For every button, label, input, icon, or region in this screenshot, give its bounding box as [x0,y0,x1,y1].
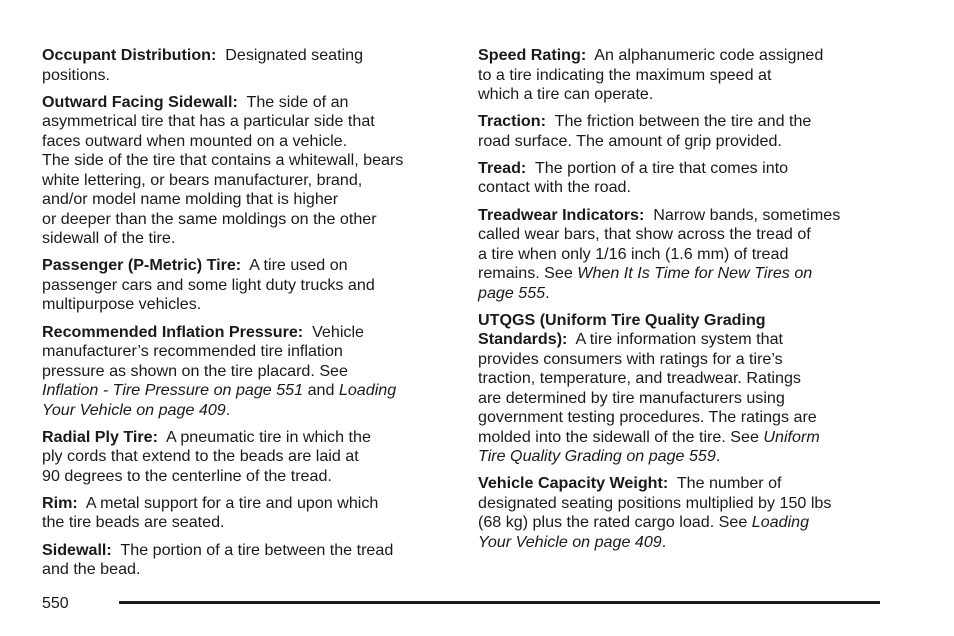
definition-text: provides consumers with ratings for a tire’s [478,349,783,368]
definition-text: designated seating positions multiplied by 150 lbs [478,493,832,512]
glossary-entry [42,93,450,249]
text-line [478,494,888,514]
definition-text: . [715,447,721,466]
definition-text: molded into the sidewall of the tire. See [478,427,764,446]
text-line [42,513,450,533]
definition-text: . [225,400,231,419]
glossary-term: Sidewall: [42,540,112,559]
text-line [478,206,888,226]
page-reference: page 555 [478,283,546,302]
text-line [42,229,450,249]
definition-text: pressure as shown on the tire placard. See [42,361,348,380]
definition-text: The portion of a tire that comes into [526,158,789,177]
text-line [478,112,888,132]
text-line [478,474,888,494]
text-line [478,178,888,198]
text-line [42,560,450,580]
glossary-entry [42,46,450,85]
definition-text: A metal support for a tire and upon which [77,493,379,512]
definition-text: (68 kg) plus the rated cargo load. See [478,513,752,532]
definition-text: . [661,532,667,551]
text-line [42,276,450,296]
text-line [478,46,888,66]
footer-rule [119,601,880,604]
right-column [478,46,888,560]
definition-text: An alphanumeric code assigned [586,46,824,64]
text-line [42,401,450,421]
definition-text: The side of the tire that contains a whitewall, bears [42,151,404,170]
text-line [42,210,450,230]
definition-text: A pneumatic tire in which the [157,427,371,446]
definition-text: traction, temperature, and treadwear. Ratings [478,369,801,388]
text-line [42,256,450,276]
glossary-entry [478,112,888,151]
text-line [42,295,450,315]
text-line [478,66,888,86]
definition-text: passenger cars and some light duty trucks and [42,275,375,294]
text-line [478,225,888,245]
definition-text: a tire when only 1/16 inch (1.6 mm) of tread [478,244,789,263]
text-line [478,389,888,409]
definition-text: positions. [42,65,110,84]
text-line [42,323,450,343]
glossary-entry [42,494,450,533]
text-line [42,66,450,86]
text-line [42,381,450,401]
glossary-entry [42,256,450,315]
definition-text: road surface. The amount of grip provided. [478,131,782,150]
left-column [42,46,450,587]
definition-text: and [303,381,339,400]
text-line [478,264,888,284]
page-reference: Your Vehicle on page 409 [478,532,662,551]
definition-text: Narrow bands, sometimes [644,205,841,224]
glossary-term: Passenger (P-Metric) Tire: [42,256,242,275]
definition-text: and/or model name molding that is higher [42,190,339,209]
text-line [42,342,450,362]
glossary-term: Rim: [42,493,78,512]
definition-text: the tire beads are seated. [42,513,225,532]
text-line [42,171,450,191]
glossary-term: Standards): [478,330,568,349]
text-line [42,132,450,152]
text-line [478,369,888,389]
text-line [478,132,888,152]
text-line [42,494,450,514]
text-line [42,541,450,561]
definition-text: Vehicle [303,322,364,341]
page-reference: Tire Quality Grading on page 559 [478,447,716,466]
definition-text: to a tire indicating the maximum speed at [478,65,772,84]
text-line [478,85,888,105]
glossary-term: Outward Facing Sidewall: [42,92,238,111]
definition-text: faces outward when mounted on a vehicle. [42,131,348,150]
glossary-entry [42,541,450,580]
glossary-term: Vehicle Capacity Weight: [478,474,669,493]
text-line [478,311,888,331]
definition-text: The portion of a tire between the tread [111,540,394,559]
text-line [42,112,450,132]
page-reference: Uniform [763,427,820,446]
glossary-term: Recommended Inflation Pressure: [42,322,304,341]
definition-text: Designated seating [216,46,364,64]
definition-text: contact with the road. [478,178,631,197]
page-reference: When It Is Time for New Tires on [577,264,813,283]
definition-text: 90 degrees to the centerline of the tread. [42,466,332,485]
page-reference: Loading [751,513,810,532]
definition-text: or deeper than the same moldings on the other [42,209,377,228]
text-line [42,93,450,113]
text-line [478,284,888,304]
definition-text: The side of an [237,92,349,111]
definition-text: government testing procedures. The ratings are [478,408,817,427]
definition-text: are determined by tire manufacturers using [478,388,785,407]
text-line [478,408,888,428]
text-line [42,467,450,487]
glossary-entry [42,323,450,421]
definition-text: A tire information system that [567,330,783,349]
definition-text: remains. See [478,264,578,283]
definition-text: manufacturer’s recommended tire inflation [42,342,343,361]
definition-text: The friction between the tire and the [545,112,812,131]
page-reference: Loading [338,381,397,400]
text-line [478,447,888,467]
text-line [478,533,888,553]
text-line [42,46,450,66]
definition-text: white lettering, or bears manufacturer, brand, [42,170,363,189]
glossary-term: UTQGS (Uniform Tire Quality Grading [478,310,766,329]
text-line [478,245,888,265]
text-line [42,190,450,210]
glossary-entry [478,311,888,467]
definition-text: asymmetrical tire that has a particular side that [42,112,375,131]
definition-text: The number of [668,474,782,493]
text-line [478,428,888,448]
glossary-term: Speed Rating: [478,46,587,64]
text-line [42,151,450,171]
text-line [478,513,888,533]
glossary-term: Tread: [478,158,527,177]
definition-text: and the bead. [42,560,141,579]
glossary-entry [42,428,450,487]
text-line [478,350,888,370]
text-line [42,447,450,467]
page-reference: Inflation - Tire Pressure on page 551 [42,381,304,400]
definition-text: ply cords that extend to the beads are laid at [42,447,359,466]
text-line [42,362,450,382]
page-reference: Your Vehicle on page 409 [42,400,226,419]
definition-text: multipurpose vehicles. [42,295,202,314]
definition-text: which a tire can operate. [478,85,654,103]
text-line [478,159,888,179]
glossary-entry [478,474,888,552]
glossary-entry [478,159,888,198]
glossary-term: Radial Ply Tire: [42,427,158,446]
glossary-term: Traction: [478,112,546,131]
glossary-entry [478,46,888,105]
page-number: 550 [42,595,69,612]
text-line [42,428,450,448]
glossary-term: Occupant Distribution: [42,46,217,64]
definition-text: A tire used on [241,256,348,275]
glossary-entry [478,206,888,304]
definition-text: . [545,283,550,302]
definition-text: called wear bars, that show across the tread of [478,225,811,244]
text-line [478,330,888,350]
glossary-term: Treadwear Indicators: [478,205,645,224]
definition-text: sidewall of the tire. [42,229,176,248]
